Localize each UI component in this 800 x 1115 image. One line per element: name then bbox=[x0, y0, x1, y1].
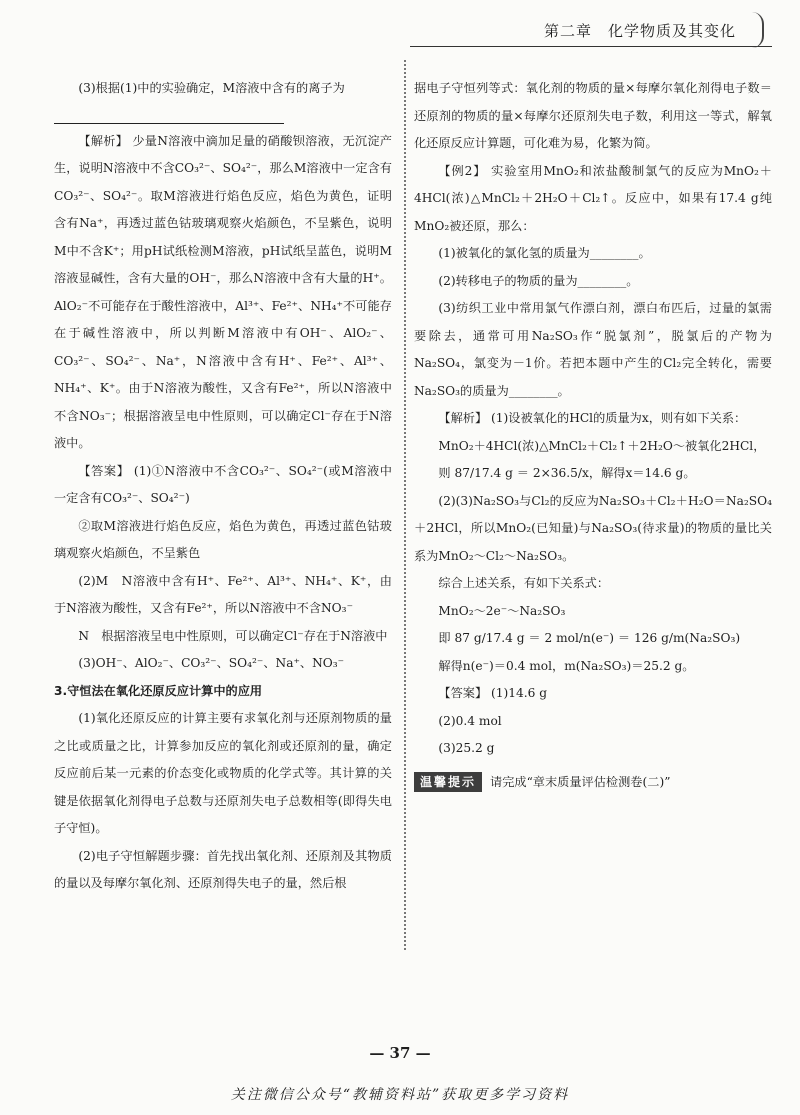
method-continuation: 据电子守恒列等式：氧化剂的物质的量×每摩尔氧化剂得电子数＝还原剂的物质的量×每摩尔还原剂失电子数，利用这一等式，解氧化还原反应计算题，可化难为易，化繁为简。 bbox=[414, 81, 772, 150]
answer-1: 【答案】 (1)①N溶液中不含CO₃²⁻、SO₄²⁻(或M溶液中一定含有CO₃²⁻、SO₄²⁻) bbox=[54, 463, 392, 505]
left-column bbox=[54, 75, 392, 898]
question-3: (3)根据(1)中的实验确定，M溶液中含有的离子为 bbox=[78, 81, 345, 95]
answer-2: (2)M N溶液中含有H⁺、Fe²⁺、Al³⁺、NH₄⁺、K⁺，由于N溶液为酸性，又含有Fe²⁺，所以N溶液中不含NO₃⁻ bbox=[54, 573, 392, 615]
page-number: — 37 — bbox=[369, 1044, 431, 1062]
tip-box bbox=[414, 769, 772, 797]
example-answer-3: (3)25.2 g bbox=[438, 741, 495, 755]
tip-label: 温馨提示 bbox=[414, 772, 482, 792]
example-q3: (3)纺织工业中常用氯气作漂白剂，漂白布匹后，过量的氯需要除去，通常可用Na₂SO₃作“脱氯剂”，脱氯后的产物为Na₂SO₄，氯变为－1价。若把本题中产生的Cl₂完全转化，需要Na₂SO₃的质量为________。 bbox=[414, 301, 772, 398]
column-divider bbox=[404, 60, 406, 950]
proportion-equation: 则 87/17.4 g ＝ 2×36.5/x，解得x＝14.6 g。 bbox=[438, 466, 696, 480]
header-bracket-decoration bbox=[752, 12, 764, 48]
answer-2-n: N 根据溶液呈电中性原则，可以确定Cl⁻存在于N溶液中 bbox=[78, 628, 388, 643]
reaction-relation: MnO₂＋4HCl(浓)△MnCl₂＋Cl₂↑＋2H₂O～被氧化2HCl， bbox=[438, 438, 766, 453]
example-q1: (1)被氧化的氯化氢的质量为________。 bbox=[438, 246, 651, 260]
relation-formula: MnO₂～2e⁻～Na₂SO₃ bbox=[438, 603, 566, 618]
chapter-title: 第二章 化学物质及其变化 bbox=[543, 22, 736, 40]
answer-1-step-2: ②取M溶液进行焰色反应，焰色为黄色，再透过蓝色钴玻璃观察火焰颜色，不呈紫色 bbox=[54, 518, 392, 560]
method-paragraph-1: (1)氧化还原反应的计算主要有求氧化剂与还原剂物质的量之比或质量之比，计算参加反应的氧化剂或还原剂的量，确定反应前后某一元素的价态变化或物质的化学式等。其计算的关键是依据氧化剂得电子总数与还原剂失电子总数相等(即得失电子守恒)。 bbox=[54, 711, 392, 835]
answer-blank bbox=[54, 103, 284, 124]
page-header bbox=[410, 12, 772, 47]
method-paragraph-2: (2)电子守恒解题步骤：首先找出氧化剂、还原剂及其物质的量以及每摩尔氧化剂、还原剂得失电子的量，然后根 bbox=[54, 848, 392, 890]
section-title: 3.守恒法在氧化还原反应计算中的应用 bbox=[54, 683, 263, 698]
example-answer-2: (2)0.4 mol bbox=[438, 713, 502, 728]
example-analysis: 【解析】 (1)设被氧化的HCl的质量为x，则有如下关系： bbox=[438, 411, 747, 425]
analysis-part-2-3: (2)(3)Na₂SO₃与Cl₂的反应为Na₂SO₃＋Cl₂＋H₂O＝Na₂SO₄＋2HCl，所以MnO₂(已知量)与Na₂SO₃(待求量)的物质的量比关系为MnO₂～Cl₂～Na₂SO₃。 bbox=[414, 493, 772, 563]
footer-note: 关注微信公众号“教辅资料站”获取更多学习资料 bbox=[230, 1087, 570, 1103]
answer-3: (3)OH⁻、AlO₂⁻、CO₃²⁻、SO₄²⁻、Na⁺、NO₃⁻ bbox=[78, 656, 345, 670]
example-q2: (2)转移电子的物质的量为________。 bbox=[438, 273, 639, 288]
analysis-paragraph: 【解析】 少量N溶液中滴加足量的硝酸钡溶液，无沉淀产生，说明N溶液中不含CO₃²⁻、SO₄²⁻，那么M溶液中一定含有CO₃²⁻、SO₄²⁻。取M溶液进行焰色反应，焰色为黄色，证明含有Na⁺，再透过蓝色钴玻璃观察火焰颜色，不呈紫色，说明M中不含K⁺；用pH试纸检测M溶液，pH试纸呈蓝色，说明M溶液显碱性，含有大量的OH⁻，那么N溶液中含有大量的H⁺。AlO₂⁻不可能存在于酸性溶液中，Al³⁺、Fe²⁺、NH₄⁺不可能存在于碱性溶液中，所以判断M溶液中有OH⁻、AlO₂⁻、CO₃²⁻、SO₄²⁻、Na⁺，N溶液中含有H⁺、Fe²⁺、Al³⁺、NH₄⁺、K⁺。由于N溶液为酸性，又含有Fe²⁺，所以N溶液中不含NO₃⁻；根据溶液呈电中性原则，可以确定Cl⁻存在于N溶液中。 bbox=[54, 133, 392, 450]
tip-text: 请完成“章末质量评估检测卷(二)” bbox=[490, 774, 671, 789]
solution-line: 解得n(e⁻)＝0.4 mol，m(Na₂SO₃)＝25.2 g。 bbox=[438, 658, 695, 673]
summary-line: 综合上述关系，有如下关系式： bbox=[438, 576, 610, 590]
example-2: 【例2】 实验室用MnO₂和浓盐酸制氯气的反应为MnO₂＋4HCl(浓)△MnCl₂＋2H₂O＋Cl₂↑。反应中，如果有17.4 g纯MnO₂被还原，那么： bbox=[414, 163, 772, 233]
example-answer-1: 【答案】 (1)14.6 g bbox=[438, 686, 548, 700]
right-column bbox=[414, 75, 772, 796]
ratio-equation: 即 87 g/17.4 g ＝ 2 mol/n(e⁻) ＝ 126 g/m(Na₂SO₃) bbox=[438, 631, 741, 645]
